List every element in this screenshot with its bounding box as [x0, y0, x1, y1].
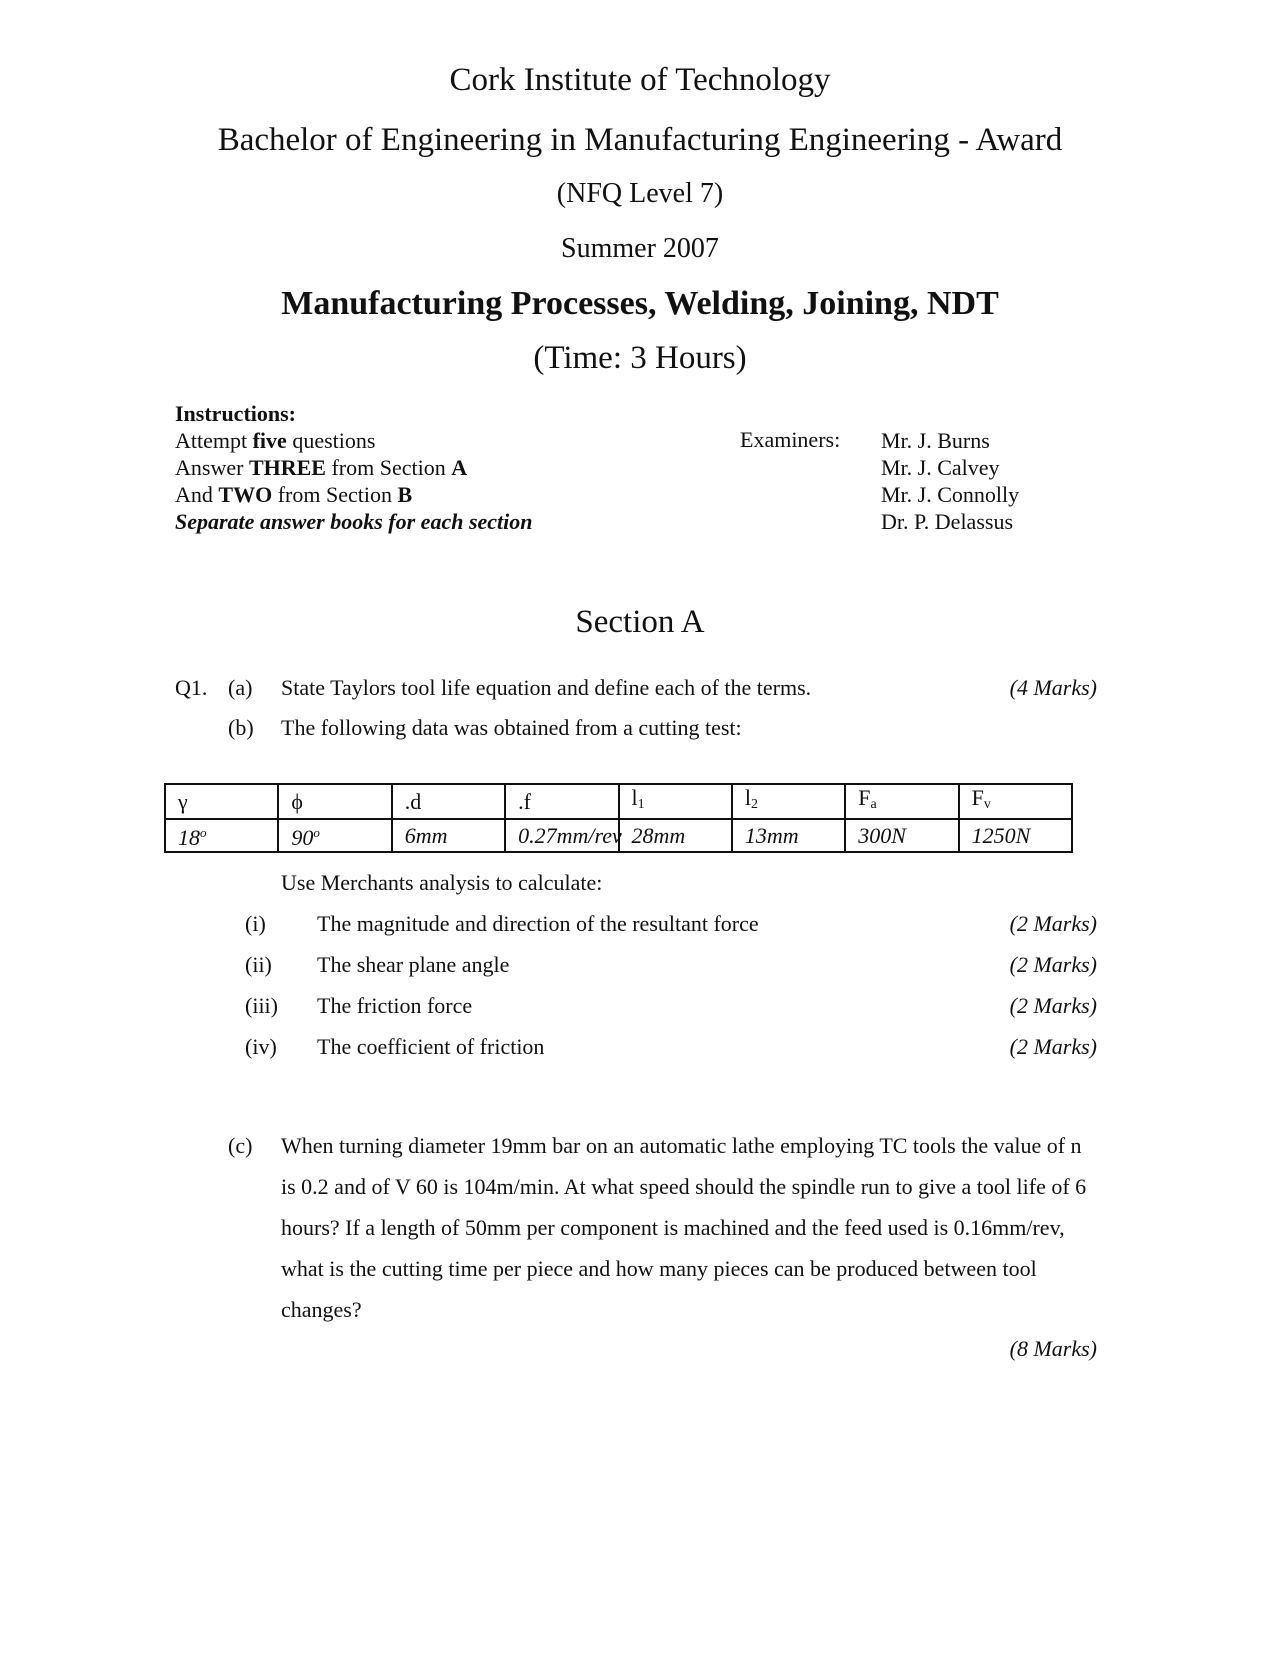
value-fa: 300N: [845, 819, 958, 852]
examiner-name: Mr. J. Burns: [881, 428, 990, 453]
part-a-text: State Taylors tool life equation and define each of the terms.: [281, 675, 812, 700]
value-l1: 28mm: [619, 819, 732, 852]
instruction-line-4: Separate answer books for each section: [175, 509, 533, 534]
table-value-row: [165, 819, 1072, 852]
subpart-text: The coefficient of friction: [317, 1034, 545, 1059]
part-a-marks: (4 Marks): [1009, 675, 1097, 700]
header-d: .d: [392, 784, 505, 819]
part-b-label: (b): [228, 715, 254, 740]
subpart-number: (ii): [245, 952, 272, 977]
part-c-marks: (8 Marks): [1009, 1336, 1097, 1361]
subject-title: Manufacturing Processes, Welding, Joining, NDT: [281, 285, 999, 322]
instruction-line-1: Attempt five questions: [175, 428, 376, 453]
value-d: 6mm: [392, 819, 505, 852]
cutting-test-table: [164, 783, 1073, 853]
subpart-marks: (2 Marks): [1009, 993, 1097, 1018]
examiner-name: Dr. P. Delassus: [881, 509, 1014, 534]
programme-title: Bachelor of Engineering in Manufacturing Engineering - Award: [217, 122, 1063, 158]
exam-duration: (Time: 3 Hours): [533, 340, 747, 376]
examiners-list: [881, 427, 1019, 535]
header-l1: $l_1$: [619, 784, 732, 819]
question-number: Q1.: [175, 675, 208, 700]
examiner-name: Mr. J. Connolly: [881, 482, 1020, 507]
value-fv: 1250N: [959, 819, 1072, 852]
examiner-name: Mr. J. Calvey: [881, 455, 1000, 480]
subpart-text: The friction force: [317, 993, 473, 1018]
instruction-line-2: Answer THREE from Section A: [175, 455, 468, 480]
subpart-number: (iv): [245, 1034, 277, 1059]
instruction-line-3: And TWO from Section B: [175, 482, 413, 507]
value-f: 0.27mm/rev: [505, 819, 618, 852]
subpart-marks: (2 Marks): [1009, 952, 1097, 977]
merchant-intro: Use Merchants analysis to calculate:: [281, 870, 603, 895]
exam-session: Summer 2007: [561, 233, 719, 264]
institute-title: Cork Institute of Technology: [449, 62, 831, 98]
header-l2: $l_2$: [732, 784, 845, 819]
part-c-label: (c): [228, 1133, 253, 1158]
subpart-number: (iii): [245, 993, 278, 1018]
value-gamma: 18$^o$: [165, 819, 278, 852]
nfq-level: (NFQ Level 7): [556, 178, 724, 209]
value-phi: 90$^o$: [278, 819, 391, 852]
header-phi: ϕ: [278, 784, 391, 819]
subpart-marks: (2 Marks): [1009, 1034, 1097, 1059]
part-b-text: The following data was obtained from a cutting test:: [281, 715, 742, 740]
subpart-text: The magnitude and direction of the resultant force: [317, 911, 759, 936]
header-fa: $F_a$: [845, 784, 958, 819]
section-a-title: Section A: [575, 604, 705, 640]
part-c-text: When turning diameter 19mm bar on an automatic lathe employing TC tools the value of n is 0.2 and of V 60 is 104m/min. At what speed should the spindle run to give a tool life of 6 hours? If a length of 50mm per component is machined and the feed used is 0.16mm/rev, what is the cutting time per piece and how many pieces can be produced between tool changes?: [281, 1133, 1087, 1322]
subpart-text: The shear plane angle: [317, 952, 510, 977]
header-gamma: γ: [165, 784, 278, 819]
table-header-row: [165, 784, 1072, 819]
value-l2: 13mm: [732, 819, 845, 852]
examiners-label: Examiners:: [740, 427, 841, 452]
header-fv: $F_v$: [959, 784, 1072, 819]
part-a-label: (a): [228, 675, 253, 700]
subpart-marks: (2 Marks): [1009, 911, 1097, 936]
instructions-block: [175, 400, 533, 535]
instructions-heading: Instructions:: [175, 401, 297, 426]
subpart-number: (i): [245, 911, 266, 936]
header-f: .f: [505, 784, 618, 819]
